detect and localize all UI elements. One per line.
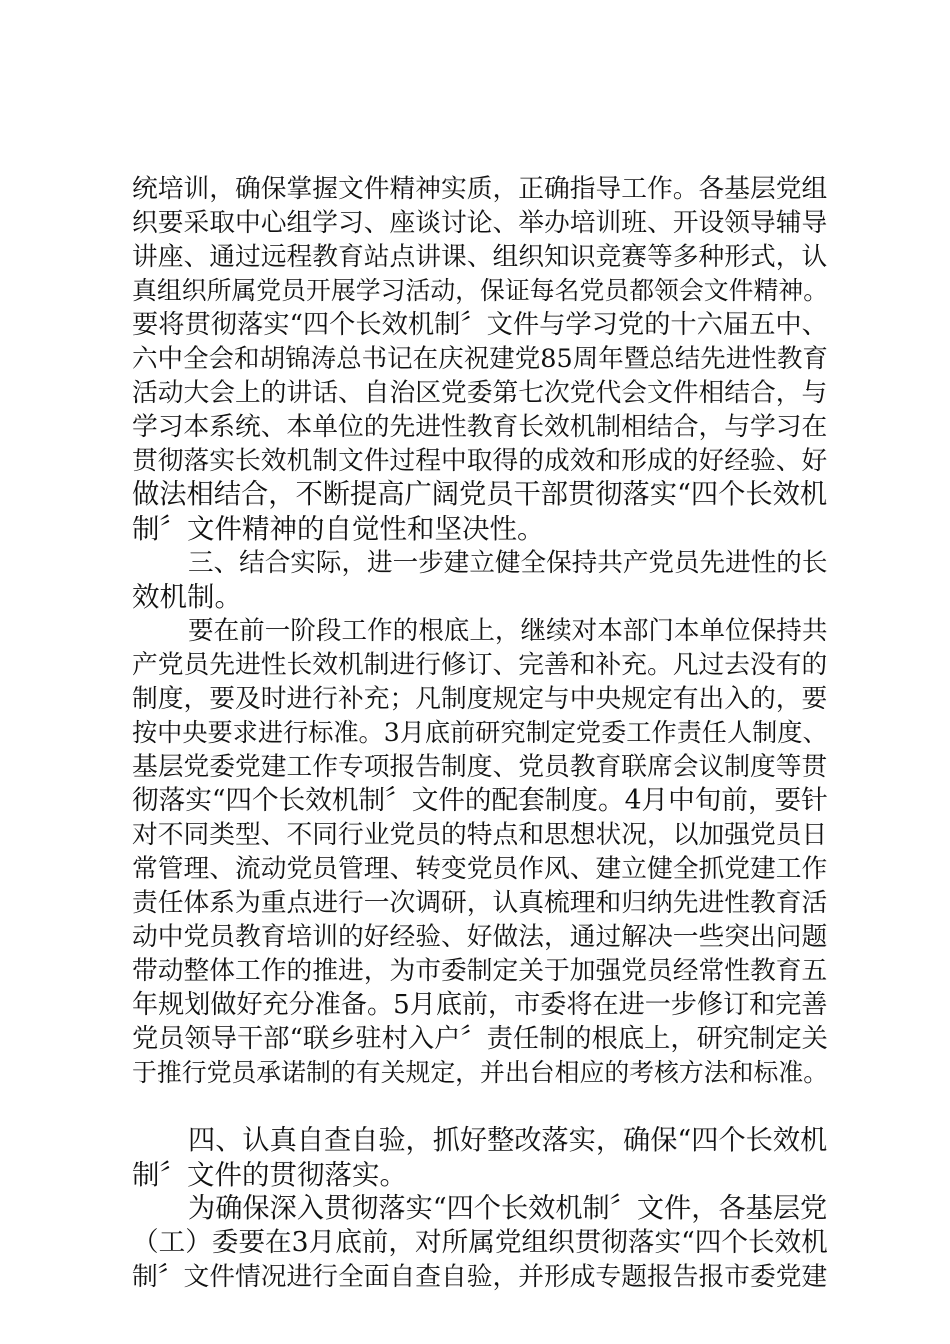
text-line: 基层党委党建工作专项报告制度、党员教育联席会议制度等贯 <box>132 752 828 782</box>
text-line: 动中党员教育培训的好经验、好做法，通过解决一些突出问题 <box>132 922 828 952</box>
text-line: 党员领导干部“联乡驻村入户〞责任制的根底上，研究制定关 <box>132 1024 828 1054</box>
text-line: 讲座、通过远程教育站点讲课、组织知识竞赛等多种形式，认 <box>132 242 828 272</box>
text-line: 贯彻落实长效机制文件过程中取得的成效和形成的好经验、好 <box>132 446 828 476</box>
text-line: 为确保深入贯彻落实“四个长效机制〞文件，各基层党 <box>188 1193 828 1224</box>
section-heading: 效机制。 <box>132 581 242 613</box>
text-line: 按中央要求进行标准。3月底前研究制定党委工作责任人制度、 <box>132 718 828 747</box>
text-line: 制度，要及时进行补充；凡制度规定与中央规定有出入的，要 <box>132 684 828 714</box>
text-line: 年规划做好充分准备。5月底前，市委将在进一步修订和完善 <box>132 990 828 1020</box>
text-line: 活动大会上的讲话、自治区党委第七次党代会文件相结合，与 <box>132 378 828 408</box>
text-line: 做法相结合，不断提高广阔党员干部贯彻落实“四个长效机 <box>132 479 828 510</box>
text-line: 织要采取中心组学习、座谈讨论、举办培训班、开设领导辅导 <box>132 208 828 238</box>
section-heading: 制〞文件的贯彻落实。 <box>132 1159 407 1191</box>
text-line: 要将贯彻落实“四个长效机制〞文件与学习党的十六届五中、 <box>132 310 828 340</box>
text-line: 制〞文件精神的自觉性和坚决性。 <box>132 513 545 545</box>
text-line: 带动整体工作的推进，为市委制定关于加强党员经常性教育五 <box>132 956 828 986</box>
text-line: 学习本系统、本单位的先进性教育长效机制相结合，与学习在 <box>132 412 828 442</box>
text-line: 产党员先进性长效机制进行修订、完善和补充。凡过去没有的 <box>132 650 828 680</box>
text-line: 对不同类型、不同行业党员的特点和思想状况，以加强党员日 <box>132 820 828 850</box>
section-heading: 四、认真自查自验，抓好整改落实，确保“四个长效机 <box>188 1125 828 1156</box>
text-line: 彻落实“四个长效机制〞文件的配套制度。4月中旬前，要针 <box>132 785 828 816</box>
text-line: 制〞文件情况进行全面自查自验，并形成专题报告报市委党建 <box>132 1262 828 1292</box>
text-line: 要在前一阶段工作的根底上，继续对本部门本单位保持共 <box>188 616 828 646</box>
section-heading: 三、结合实际，进一步建立健全保持共产党员先进性的长 <box>188 548 828 578</box>
text-line: 统培训，确保掌握文件精神实质，正确指导工作。各基层党组 <box>132 174 828 204</box>
text-line: 六中全会和胡锦涛总书记在庆祝建党85周年暨总结先进性教育 <box>132 344 828 374</box>
text-line: 责任体系为重点进行一次调研，认真梳理和归纳先进性教育活 <box>132 888 828 918</box>
text-line: （工）委要在3月底前，对所属党组织贯彻落实“四个长效机 <box>132 1227 828 1258</box>
text-line: 真组织所属党员开展学习活动，保证每名党员都领会文件精神。 <box>132 276 829 305</box>
text-line: 常管理、流动党员管理、转变党员作风、建立健全抓党建工作 <box>132 854 828 884</box>
text-line: 于推行党员承诺制的有关规定，并出台相应的考核方法和标准。 <box>132 1058 829 1087</box>
